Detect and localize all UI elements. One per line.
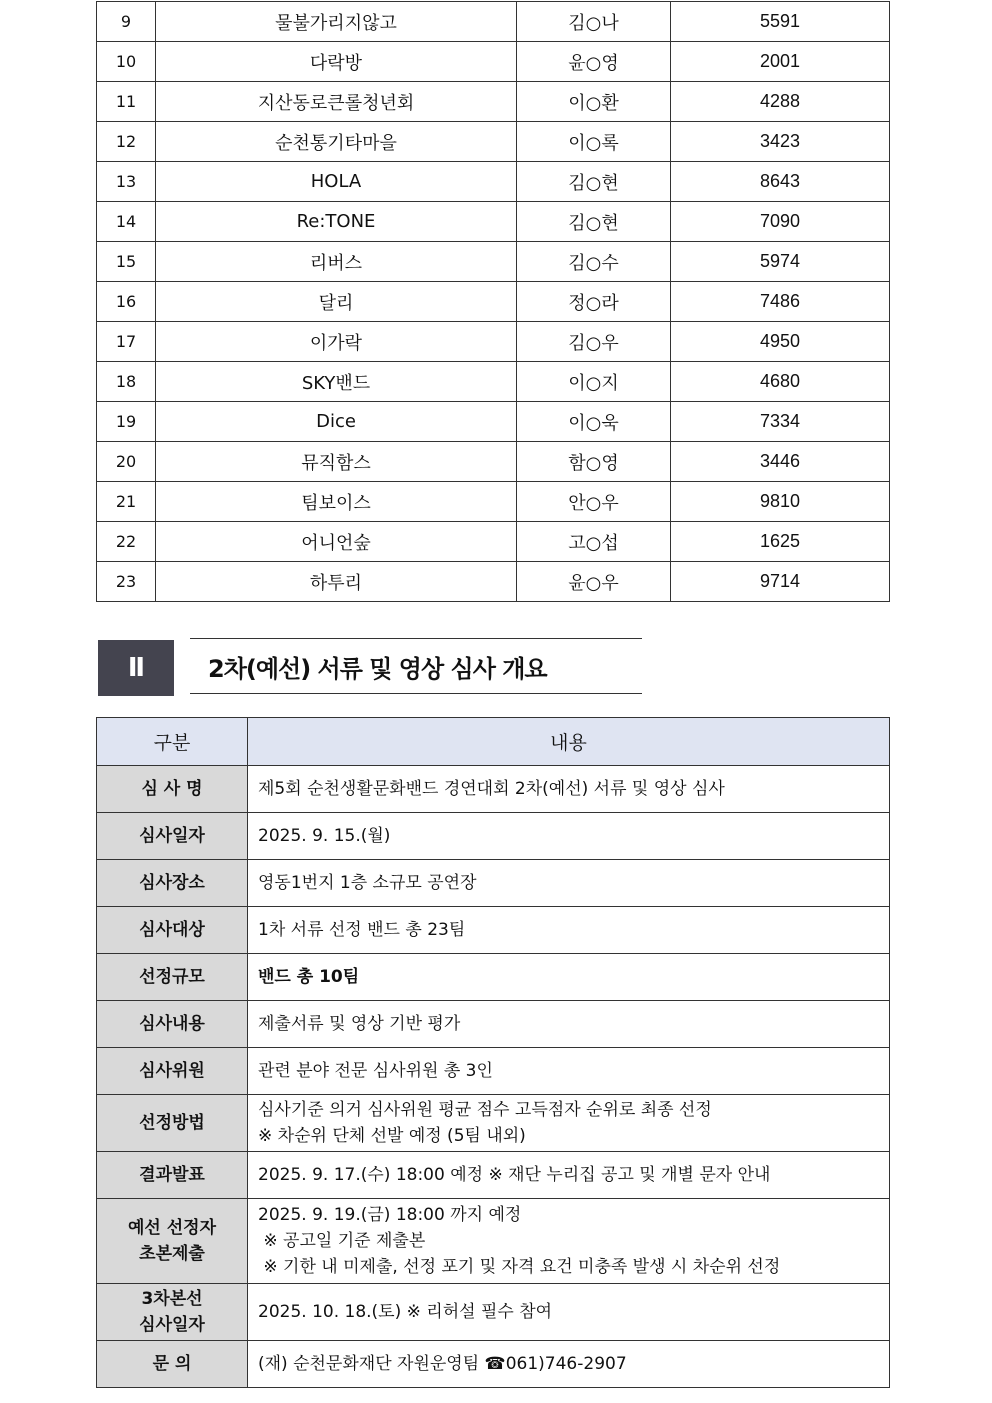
band-name-cell: 다락방 [156, 42, 517, 82]
row-value [248, 813, 890, 860]
row-value-line: 심사기준 의거 심사위원 평균 점수 고득점자 순위로 최종 선정 [258, 1100, 712, 1120]
row-value-line: 제출서류 및 영상 기반 평가 [258, 1014, 461, 1034]
band-no-cell: 11 [97, 82, 156, 122]
band-leader-cell: 안○우 [517, 482, 671, 522]
table-row [97, 522, 890, 562]
row-value-line: ※ 공고일 기준 제출본 [258, 1231, 426, 1251]
table-row [97, 766, 890, 813]
row-value-line: 밴드 총 10팀 [258, 967, 360, 987]
table-row [97, 482, 890, 522]
band-number-cell: 8643 [671, 162, 890, 202]
row-value-line: ※ 기한 내 미제출, 선정 포기 및 자격 요건 미충족 발생 시 차순위 선정 [258, 1257, 781, 1277]
table-row [97, 860, 890, 907]
band-name-cell: 순천통기타마을 [156, 122, 517, 162]
row-value-line: 관련 분야 전문 심사위원 총 3인 [258, 1061, 493, 1081]
row-label: 심사일자 [97, 813, 248, 860]
band-leader-cell: 김○우 [517, 322, 671, 362]
row-label: 심사대상 [97, 907, 248, 954]
table-row [97, 1199, 890, 1284]
row-label: 심사장소 [97, 860, 248, 907]
band-name-cell: 하투리 [156, 562, 517, 602]
band-no-cell: 22 [97, 522, 156, 562]
section-number-badge: Ⅱ [98, 640, 174, 696]
band-leader-cell: 이○환 [517, 82, 671, 122]
row-value [248, 1199, 890, 1284]
row-value [248, 766, 890, 813]
header-content: 내용 [248, 718, 890, 766]
band-name-cell: 지산동로큰롤청년회 [156, 82, 517, 122]
band-list-body [97, 2, 890, 602]
table-row [97, 2, 890, 42]
table-row [97, 402, 890, 442]
band-number-cell: 5974 [671, 242, 890, 282]
table-row [97, 1095, 890, 1152]
band-list-table [96, 1, 890, 602]
band-number-cell: 2001 [671, 42, 890, 82]
table-row [97, 202, 890, 242]
row-label: 결과발표 [97, 1152, 248, 1199]
band-leader-cell: 이○지 [517, 362, 671, 402]
band-leader-cell: 윤○영 [517, 42, 671, 82]
row-value-line: (재) 순천문화재단 자원운영팀 ☎061)746-2907 [258, 1354, 627, 1374]
table-row [97, 1152, 890, 1199]
row-label: 문 의 [97, 1341, 248, 1388]
row-label: 심사위원 [97, 1048, 248, 1095]
band-number-cell: 4680 [671, 362, 890, 402]
band-name-cell: 팀보이스 [156, 482, 517, 522]
table-row [97, 1001, 890, 1048]
table-row [97, 813, 890, 860]
table-row [97, 282, 890, 322]
band-leader-cell: 김○나 [517, 2, 671, 42]
overview-header-row [97, 718, 890, 766]
band-name-cell: Re:TONE [156, 202, 517, 242]
band-number-cell: 4950 [671, 322, 890, 362]
band-no-cell: 13 [97, 162, 156, 202]
row-label: 선정규모 [97, 954, 248, 1001]
row-label: 선정방법 [97, 1095, 248, 1152]
table-row [97, 907, 890, 954]
band-no-cell: 14 [97, 202, 156, 242]
row-value [248, 1048, 890, 1095]
band-leader-cell: 김○현 [517, 202, 671, 242]
band-number-cell: 3423 [671, 122, 890, 162]
band-name-cell: Dice [156, 402, 517, 442]
band-name-cell: 뮤직함스 [156, 442, 517, 482]
band-number-cell: 7334 [671, 402, 890, 442]
row-value-line: 제5회 순천생활문화밴드 경연대회 2차(예선) 서류 및 영상 심사 [258, 779, 725, 799]
row-value-line: 2025. 10. 18.(토) ※ 리허설 필수 참여 [258, 1302, 553, 1322]
band-number-cell: 9810 [671, 482, 890, 522]
row-label: 3차본선 심사일자 [97, 1284, 248, 1341]
band-leader-cell: 윤○우 [517, 562, 671, 602]
table-row [97, 242, 890, 282]
row-value [248, 1152, 890, 1199]
band-name-cell: 물불가리지않고 [156, 2, 517, 42]
table-row [97, 82, 890, 122]
table-row [97, 162, 890, 202]
row-value-line: 1차 서류 선정 밴드 총 23팀 [258, 920, 466, 940]
band-no-cell: 21 [97, 482, 156, 522]
header-category: 구분 [97, 718, 248, 766]
band-leader-cell: 정○라 [517, 282, 671, 322]
table-row [97, 1048, 890, 1095]
band-name-cell: 리버스 [156, 242, 517, 282]
band-number-cell: 5591 [671, 2, 890, 42]
band-no-cell: 17 [97, 322, 156, 362]
row-value-line: 2025. 9. 15.(월) [258, 826, 391, 846]
band-no-cell: 23 [97, 562, 156, 602]
band-leader-cell: 고○섭 [517, 522, 671, 562]
row-label: 심사내용 [97, 1001, 248, 1048]
row-label: 예선 선정자 초본제출 [97, 1199, 248, 1284]
overview-body [97, 766, 890, 1388]
row-value-line: ※ 차순위 단체 선발 예정 (5팀 내외) [258, 1126, 526, 1146]
band-leader-cell: 김○현 [517, 162, 671, 202]
row-value [248, 1001, 890, 1048]
table-row [97, 122, 890, 162]
row-value [248, 1284, 890, 1341]
section-title-box [190, 638, 642, 694]
row-value [248, 1341, 890, 1388]
band-number-cell: 4288 [671, 82, 890, 122]
table-row [97, 1284, 890, 1341]
table-row [97, 1341, 890, 1388]
table-row [97, 442, 890, 482]
band-number-cell: 1625 [671, 522, 890, 562]
band-name-cell: 이가락 [156, 322, 517, 362]
band-number-cell: 9714 [671, 562, 890, 602]
band-no-cell: 15 [97, 242, 156, 282]
band-name-cell: 어니언숲 [156, 522, 517, 562]
row-label: 심 사 명 [97, 766, 248, 813]
band-leader-cell: 이○욱 [517, 402, 671, 442]
band-no-cell: 12 [97, 122, 156, 162]
band-no-cell: 9 [97, 2, 156, 42]
section-title: 2차(예선) 서류 및 영상 심사 개요 [208, 654, 547, 683]
row-value [248, 860, 890, 907]
band-leader-cell: 이○록 [517, 122, 671, 162]
row-value-line: 2025. 9. 19.(금) 18:00 까지 예정 [258, 1205, 522, 1225]
band-leader-cell: 김○수 [517, 242, 671, 282]
table-row [97, 362, 890, 402]
row-value [248, 1095, 890, 1152]
band-number-cell: 7090 [671, 202, 890, 242]
row-value [248, 954, 890, 1001]
table-row [97, 322, 890, 362]
band-no-cell: 20 [97, 442, 156, 482]
band-name-cell: 달리 [156, 282, 517, 322]
band-no-cell: 10 [97, 42, 156, 82]
band-leader-cell: 함○영 [517, 442, 671, 482]
band-name-cell: HOLA [156, 162, 517, 202]
row-value-line: 2025. 9. 17.(수) 18:00 예정 ※ 재단 누리집 공고 및 개별 문자 안내 [258, 1165, 771, 1185]
band-number-cell: 3446 [671, 442, 890, 482]
table-row [97, 562, 890, 602]
band-no-cell: 19 [97, 402, 156, 442]
review-overview-table [96, 717, 890, 1388]
band-number-cell: 7486 [671, 282, 890, 322]
section-heading [98, 638, 644, 698]
band-no-cell: 16 [97, 282, 156, 322]
row-value [248, 907, 890, 954]
row-value-line: 영동1번지 1층 소규모 공연장 [258, 873, 477, 893]
band-no-cell: 18 [97, 362, 156, 402]
table-row [97, 954, 890, 1001]
table-row [97, 42, 890, 82]
band-name-cell: SKY밴드 [156, 362, 517, 402]
